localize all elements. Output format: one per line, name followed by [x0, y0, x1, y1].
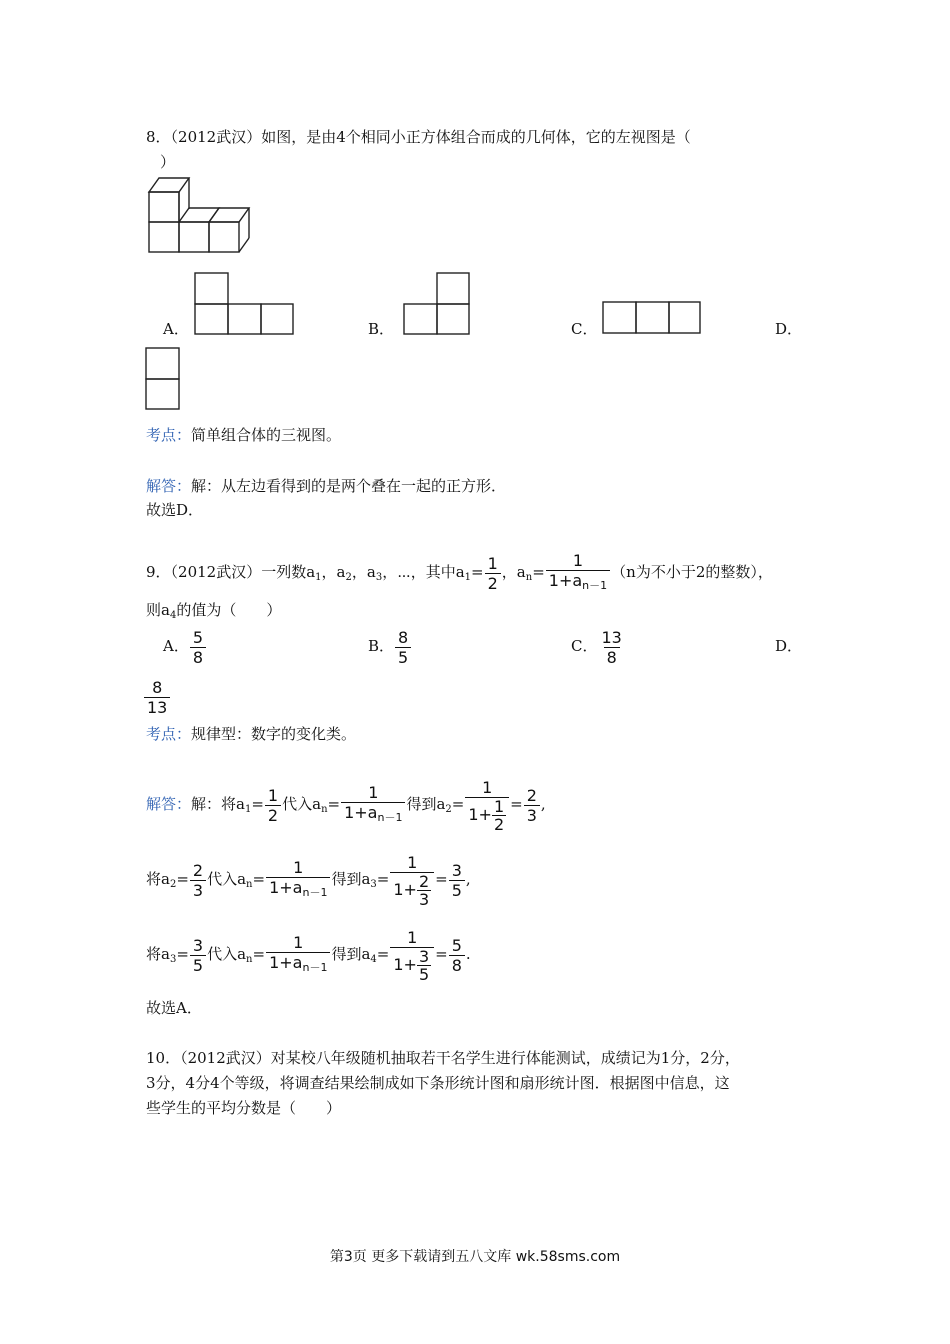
q9-sub-1: 1 — [315, 572, 322, 583]
q9-step3-recurrence — [266, 933, 330, 977]
q9-step1-value — [265, 786, 281, 825]
q9-stem-line1 — [146, 551, 773, 599]
q9-step1-dedao: 得到a — [406, 795, 446, 813]
q9-line2-pre: 则a — [146, 601, 170, 619]
q9-step1-answer — [524, 786, 540, 825]
q9-step3-end: . — [465, 945, 471, 963]
q9-step1-inner — [492, 798, 506, 833]
q9-rec-den — [546, 570, 610, 595]
q9-step2-rec-den-text: 1+a — [269, 878, 303, 897]
q9-text-8: （n为不小于2的整数）， — [611, 563, 773, 581]
q9-step1-compound-num: 1 — [482, 777, 493, 797]
q9-text-4: ，⋯，其中a — [382, 563, 465, 581]
q8-kaodian-text: 简单组合体的三视图。 — [191, 426, 342, 444]
q9-kaodian-text: 规律型：数字的变化类。 — [191, 725, 357, 743]
q9-step1-n: n — [321, 804, 328, 815]
q9-solution-step2 — [146, 850, 471, 914]
q9-step1-recurrence — [341, 783, 405, 827]
q9-solution-step3 — [146, 925, 471, 989]
q9-step2-ans-num: 3 — [451, 860, 462, 880]
q8-stem-line2: ） — [160, 153, 176, 171]
q9-step3-rec-den-sub: n－1 — [302, 961, 328, 974]
q9-step3-answer — [449, 936, 465, 975]
q9-text-3: ，a — [351, 563, 376, 581]
q8-option-a-label: A． — [163, 320, 189, 338]
q9-option-b-num: 8 — [398, 627, 409, 647]
q9-step2-dedao: 得到a — [331, 870, 371, 888]
q9-step3-eq4: = — [435, 945, 448, 963]
q9-step3-eq2: = — [252, 945, 266, 963]
q9-step2-pre: 将a — [146, 870, 170, 888]
q9-solution-step1 — [146, 775, 546, 839]
q9-step2-compound-den — [390, 872, 434, 908]
q9-step2-sub: 2 — [169, 879, 177, 890]
q9-step3-rec-den — [266, 952, 330, 977]
q8-option-c-label: C． — [571, 320, 598, 338]
q9-step1-eq: = — [251, 795, 264, 813]
q9-step1-sub: 1 — [244, 804, 252, 815]
q9-step2-dairu: 代入a — [207, 870, 247, 888]
q9-step3-value — [190, 936, 206, 975]
q9-option-b-den: 5 — [395, 647, 411, 667]
q9-step2-den: 3 — [190, 880, 206, 900]
q9-step2-compound — [390, 853, 434, 908]
q8-answer: 故选D． — [146, 501, 204, 519]
q9-option-d-label: D． — [775, 637, 803, 655]
q9-step3-pre: 将a — [146, 945, 170, 963]
q9-option-d-num: 8 — [152, 677, 163, 697]
q9-step3-dairu: 代入a — [207, 945, 247, 963]
q9-sub-4: 1 — [464, 572, 472, 583]
q9-stem-line2 — [146, 600, 281, 626]
q9-text-5: = — [471, 563, 484, 581]
q8-option-c-figure — [601, 300, 703, 336]
q9-option-a-fraction — [190, 628, 206, 667]
q9-step1-ans-num: 2 — [526, 785, 537, 805]
q8-option-a-figure — [194, 272, 296, 336]
q9-step2-ans-den: 5 — [449, 880, 465, 900]
q9-option-b — [368, 625, 412, 667]
q9-option-a-num: 5 — [192, 627, 204, 647]
q9-text-2: ，a — [321, 563, 346, 581]
q9-jieda-label: 解答： — [146, 795, 192, 813]
q9-step3-compound-num: 1 — [407, 927, 418, 947]
q10-stem-line2: 3分，4分4个等级，将调查结果绘制成如下条形统计图和扇形统计图．根据图中信息，这 — [146, 1074, 730, 1092]
q9-step1-eq2: = — [327, 795, 341, 813]
q9-step3-inner-num: 3 — [418, 946, 430, 966]
q9-fraction-half — [485, 554, 501, 593]
q9-option-d-fraction — [144, 678, 170, 717]
q9-option-a-den: 8 — [190, 647, 206, 667]
q9-step1-num: 1 — [267, 785, 279, 805]
q9-rec-den-sub: n－1 — [582, 579, 608, 592]
q8-jieda-text: 解：从左边看得到的是两个叠在一起的正方形． — [191, 477, 507, 495]
q9-sub-3: 3 — [375, 572, 383, 583]
q8-option-d-figure — [144, 346, 182, 412]
q8-option-b-figure — [402, 272, 472, 336]
q9-step1-den: 2 — [265, 805, 281, 825]
q9-step1-inner-den: 2 — [493, 814, 505, 834]
q9-step2-eq4: = — [435, 870, 448, 888]
q9-option-c — [571, 625, 626, 667]
q9-text-1: 9．（2012武汉）一列数a — [146, 563, 316, 581]
q8-option-d-label: D． — [775, 320, 803, 338]
q9-step1-one-plus: 1+ — [468, 804, 492, 824]
q9-step3-den: 5 — [190, 955, 206, 975]
q9-sub-n: n — [525, 572, 533, 583]
q9-step2-eq: = — [176, 870, 189, 888]
q9-option-c-num: 13 — [601, 627, 622, 647]
q9-step2-num: 2 — [192, 860, 204, 880]
q8-jieda — [146, 476, 506, 496]
q9-option-c-label: C． — [571, 637, 598, 655]
q9-line2-sub: 4 — [169, 610, 177, 621]
q9-answer: 故选A． — [146, 999, 202, 1017]
q9-step1-pre: 解：将a — [191, 795, 245, 813]
q9-option-d — [143, 675, 171, 717]
q9-step3-ans-den: 8 — [449, 955, 465, 975]
page-footer: 第3页 更多下载请到五八文库 wk.58sms.com — [329, 1249, 621, 1265]
q9-option-c-den: 8 — [604, 647, 620, 667]
q9-step1-eq4: = — [510, 795, 523, 813]
q9-kaodian-label: 考点： — [146, 725, 192, 743]
q9-step3-dedao: 得到a — [331, 945, 371, 963]
q8-kaodian-label: 考点： — [146, 426, 192, 444]
q9-text-6: ，a — [501, 563, 526, 581]
q9-option-a — [163, 625, 207, 667]
q9-step2-eq3: = — [376, 870, 390, 888]
q9-rec-num: 1 — [572, 551, 584, 570]
q10-stem-line1: 10．（2012武汉）对某校八年级随机抽取若干名学生进行体能测试，成绩记为1分，2分， — [146, 1049, 740, 1067]
q10-stem-line3: 些学生的平均分数是（ ） — [146, 1099, 342, 1117]
q8-option-b-label: B． — [368, 320, 395, 338]
q8-stem-line1: 8．（2012武汉）如图，是由4个相同小正方体组合而成的几何体，它的左视图是（ — [146, 128, 691, 146]
q9-option-c-fraction — [598, 628, 624, 667]
q9-step3-num: 3 — [192, 935, 204, 955]
q8-jieda-label: 解答： — [146, 477, 192, 495]
q9-step3-res-sub: 4 — [370, 954, 377, 965]
q9-step2-rec-den — [266, 877, 330, 902]
q9-option-b-fraction — [395, 628, 411, 667]
q9-step3-inner — [417, 948, 431, 983]
q9-step1-compound — [465, 778, 509, 833]
q9-step1-rec-den — [341, 802, 405, 827]
q9-step3-one-plus: 1+ — [393, 954, 417, 974]
q9-step2-value — [190, 861, 206, 900]
q9-step2-res-sub: 3 — [370, 879, 377, 890]
q9-step3-rec-den-text: 1+a — [269, 953, 303, 972]
q9-step2-inner-den: 3 — [418, 889, 430, 909]
q9-step2-inner — [417, 873, 431, 908]
q9-step2-eq2: = — [252, 870, 266, 888]
q9-step3-compound-den — [390, 947, 434, 983]
q9-half-den: 2 — [485, 573, 501, 593]
q9-option-b-label: B． — [368, 637, 395, 655]
q8-kaodian — [146, 425, 341, 445]
q9-step2-recurrence — [266, 858, 330, 902]
q9-recurrence-fraction — [546, 551, 610, 595]
q9-step3-eq: = — [176, 945, 189, 963]
q9-step2-end: , — [465, 870, 471, 888]
q9-text-7: = — [532, 563, 545, 581]
q9-step1-res-sub: 2 — [445, 804, 452, 815]
q9-step3-eq3: = — [376, 945, 390, 963]
q9-step1-rec-num: 1 — [368, 783, 379, 802]
q9-step1-ans-den: 3 — [524, 805, 540, 825]
q9-option-a-label: A． — [163, 637, 189, 655]
q9-step2-inner-num: 2 — [418, 871, 430, 891]
q9-line2-post: 的值为（ ） — [176, 601, 282, 619]
q9-step1-inner-num: 1 — [493, 796, 505, 816]
q9-step3-rec-num: 1 — [293, 933, 304, 952]
q9-step1-rec-den-text: 1+a — [344, 803, 378, 822]
q9-step2-answer — [449, 861, 465, 900]
q9-kaodian — [146, 724, 356, 744]
q9-step1-eq3: = — [451, 795, 465, 813]
q9-half-num: 1 — [487, 553, 498, 573]
q9-step2-one-plus: 1+ — [393, 879, 417, 899]
q9-step3-sub: 3 — [169, 954, 177, 965]
q9-step1-rec-den-sub: n－1 — [377, 811, 403, 824]
q9-sub-2: 2 — [345, 572, 352, 583]
q9-step1-end: , — [540, 795, 546, 813]
q9-step2-rec-den-sub: n－1 — [302, 886, 328, 899]
q9-option-d-den: 13 — [144, 697, 170, 717]
q8-3d-figure — [144, 174, 254, 256]
q9-step3-n: n — [246, 954, 253, 965]
q9-step3-compound — [390, 928, 434, 983]
q9-rec-den-text: 1+a — [548, 571, 583, 590]
q9-step2-n: n — [246, 879, 253, 890]
q9-step3-ans-num: 5 — [451, 935, 462, 955]
q9-step2-rec-num: 1 — [293, 858, 304, 877]
q9-step2-compound-num: 1 — [407, 852, 418, 872]
q9-step1-dairu: 代入a — [282, 795, 322, 813]
q9-step1-compound-den — [465, 797, 509, 833]
q9-step3-inner-den: 5 — [418, 964, 430, 984]
